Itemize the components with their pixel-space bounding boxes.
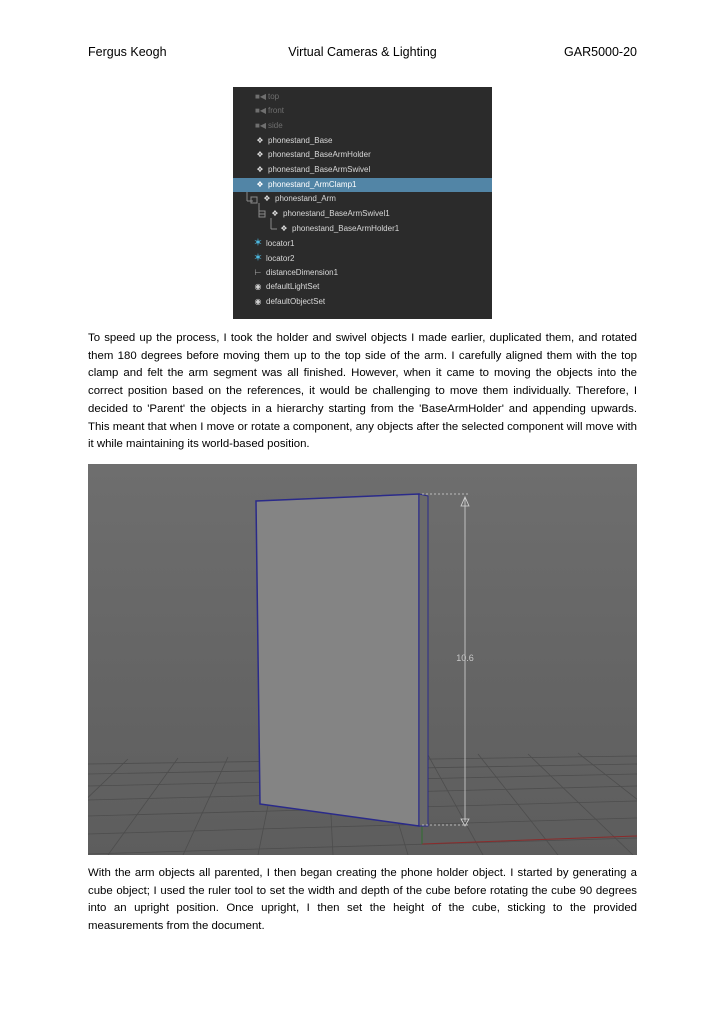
- mesh-icon: ❖: [280, 224, 288, 233]
- outliner-item-top[interactable]: ■◀ top: [233, 90, 492, 104]
- author-name: Fergus Keogh: [88, 45, 167, 59]
- outliner-item-phonestand-base[interactable]: ❖ phonestand_Base: [233, 134, 492, 148]
- paragraph-parenting: To speed up the process, I took the holder and swivel objects I made earlier, duplicated them, and rotated them 180 degrees before moving them up to the top side of the arm. I carefully aligned them with the top clamp and felt the arm segment was all finished. However, when it came to moving the objects into the correct position based on the references, it would be challenging to move them individually. Therefore, I decided to 'Parent' the objects in a hierarchy starting from the 'BaseArmHolder' and appending upwards. This meant that when I move or rotate a component, any objects after the selected component will move with it while maintaining its world-based position.: [88, 332, 637, 451]
- paragraph-phone-holder: With the arm objects all parented, I then began creating the phone holder object. I started by generating a cube object; I used the ruler tool to set the width and depth of the cube before rotating the cube 90 degrees into an upright position. Once upright, I then set the height of the cube, sticking to the provided measurements from the document.: [88, 867, 637, 933]
- distance-dimension-icon: ⊢: [254, 268, 262, 277]
- outliner-item-phonestand-arm[interactable]: ❖ phonestand_Arm: [233, 192, 492, 206]
- mesh-icon: ❖: [256, 136, 264, 145]
- locator-icon: ✶: [253, 252, 263, 264]
- cube-side-face: [419, 494, 428, 826]
- outliner-item-front[interactable]: ■◀ front: [233, 104, 492, 118]
- outliner-item-defaultlightset[interactable]: ◉ defaultLightSet: [233, 280, 492, 294]
- mesh-icon: ❖: [256, 180, 264, 189]
- outliner-panel: [233, 87, 492, 319]
- outliner-item-locator2[interactable]: ✶ locator2: [253, 252, 295, 264]
- outliner-item-phonestand-basearmswivel1[interactable]: ❖ phonestand_BaseArmSwivel1: [233, 207, 492, 221]
- outliner-item-distancedimension1[interactable]: ⊢ distanceDimension1: [233, 266, 492, 280]
- mesh-icon: ❖: [271, 209, 279, 218]
- outliner-item-locator1[interactable]: ✶ locator1: [253, 237, 295, 249]
- viewport-scene: [88, 464, 637, 855]
- mesh-icon: ❖: [263, 194, 271, 203]
- outliner-item-phonestand-armclamp1[interactable]: ❖ phonestand_ArmClamp1: [233, 178, 492, 192]
- dimension-label: 10.6: [456, 653, 474, 663]
- document-title: Virtual Cameras & Lighting: [288, 45, 437, 59]
- set-icon: ◉: [254, 282, 262, 291]
- mesh-icon: ❖: [256, 150, 264, 159]
- mesh-icon: ❖: [256, 165, 264, 174]
- locator-icon: ✶: [253, 237, 263, 249]
- page-header: [88, 45, 637, 63]
- camera-icon: ■◀: [255, 121, 266, 130]
- outliner-item-phonestand-basearmholder[interactable]: ❖ phonestand_BaseArmHolder: [233, 148, 492, 162]
- outliner-item-phonestand-basearmswivel[interactable]: ❖ phonestand_BaseArmSwivel: [233, 163, 492, 177]
- viewport-render: [88, 464, 637, 855]
- camera-icon: ■◀: [255, 92, 266, 101]
- outliner-item-side[interactable]: ■◀ side: [233, 119, 492, 133]
- outliner-item-phonestand-basearmholder1[interactable]: ❖ phonestand_BaseArmHolder1: [233, 222, 492, 236]
- cube-front-face: [256, 494, 419, 826]
- set-icon: ◉: [254, 297, 262, 306]
- camera-icon: ■◀: [255, 106, 266, 115]
- outliner-item-defaultobjectset[interactable]: ◉ defaultObjectSet: [233, 295, 492, 309]
- module-code: GAR5000-20: [564, 45, 637, 59]
